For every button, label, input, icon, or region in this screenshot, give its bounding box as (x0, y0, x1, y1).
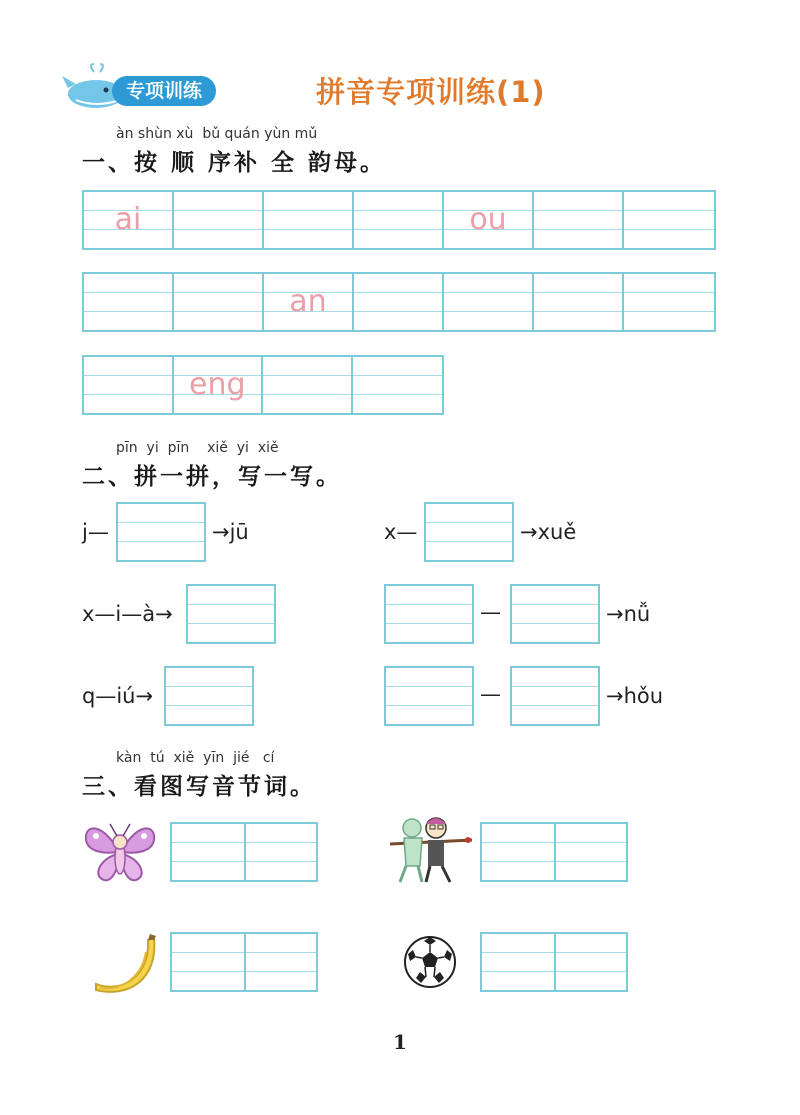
picture-answer-box[interactable] (480, 932, 628, 992)
answer-box[interactable] (116, 502, 206, 562)
box-divider (244, 824, 246, 880)
answer-box[interactable] (186, 584, 276, 644)
grid-cell[interactable] (534, 274, 624, 330)
butterfly-icon (82, 818, 158, 886)
tug-of-war-icon (388, 814, 474, 886)
section3-pinyin: kàn tú xiě yīn jié cí (116, 750, 275, 766)
item-f-result: →hǒu (606, 684, 664, 708)
grid-cell[interactable] (624, 192, 714, 248)
answer-box[interactable] (510, 584, 600, 644)
grid-cell[interactable] (174, 357, 264, 413)
vowel-grid-row-1 (82, 190, 716, 250)
answer-box[interactable] (384, 584, 474, 644)
item-e-spelling: q—iú→ (82, 684, 154, 708)
banana-icon (92, 932, 158, 994)
item-a-initial: j— (82, 520, 109, 544)
sample-vowel: ou (469, 202, 507, 237)
item-f-dash: — (480, 682, 501, 706)
sample-vowel: ai (114, 202, 142, 237)
item-a-result: →jū (212, 520, 249, 544)
grid-cell[interactable] (174, 274, 264, 330)
grid-cell[interactable] (84, 192, 174, 248)
grid-cell[interactable] (264, 192, 354, 248)
page-title: 拼音专项训练(1) (316, 75, 546, 109)
section2-heading: 二、拼一拼，写一写。 (82, 464, 342, 490)
grid-cell[interactable] (534, 192, 624, 248)
item-b-result: →xuě (520, 520, 577, 544)
sample-vowel: eng (188, 367, 246, 402)
grid-cell[interactable] (354, 192, 444, 248)
grid-cell[interactable] (353, 357, 442, 413)
grid-cell[interactable] (624, 274, 714, 330)
section-badge: 专项训练 (112, 76, 216, 106)
vowel-grid-row-2 (82, 272, 716, 332)
grid-cell[interactable] (444, 192, 534, 248)
vowel-grid-row-3 (82, 355, 444, 415)
football-icon (402, 934, 458, 990)
answer-box[interactable] (510, 666, 600, 726)
picture-answer-box[interactable] (170, 932, 318, 992)
item-b-initial: x— (384, 520, 418, 544)
box-divider (554, 934, 556, 990)
page-number: 1 (393, 1030, 407, 1054)
picture-answer-box[interactable] (170, 822, 318, 882)
box-divider (554, 824, 556, 880)
item-d-dash: — (480, 600, 501, 624)
answer-box[interactable] (384, 666, 474, 726)
grid-cell[interactable] (84, 357, 174, 413)
section2-pinyin: pīn yi pīn xiě yi xiě (116, 440, 279, 456)
grid-cell[interactable] (444, 274, 534, 330)
grid-cell[interactable] (263, 357, 353, 413)
grid-cell[interactable] (264, 274, 354, 330)
sample-vowel: an (289, 284, 327, 319)
answer-box[interactable] (164, 666, 254, 726)
section1-pinyin: àn shùn xù bǔ quán yùn mǔ (116, 126, 318, 142)
section1-heading: 一、按 顺 序补 全 韵母。 (82, 150, 387, 176)
item-c-spelling: x—i—à→ (82, 602, 173, 626)
picture-answer-box[interactable] (480, 822, 628, 882)
grid-cell[interactable] (354, 274, 444, 330)
item-d-result: →nǚ (606, 602, 651, 626)
grid-cell[interactable] (174, 192, 264, 248)
box-divider (244, 934, 246, 990)
grid-cell[interactable] (84, 274, 174, 330)
answer-box[interactable] (424, 502, 514, 562)
section3-heading: 三、看图写音节词。 (82, 774, 316, 800)
